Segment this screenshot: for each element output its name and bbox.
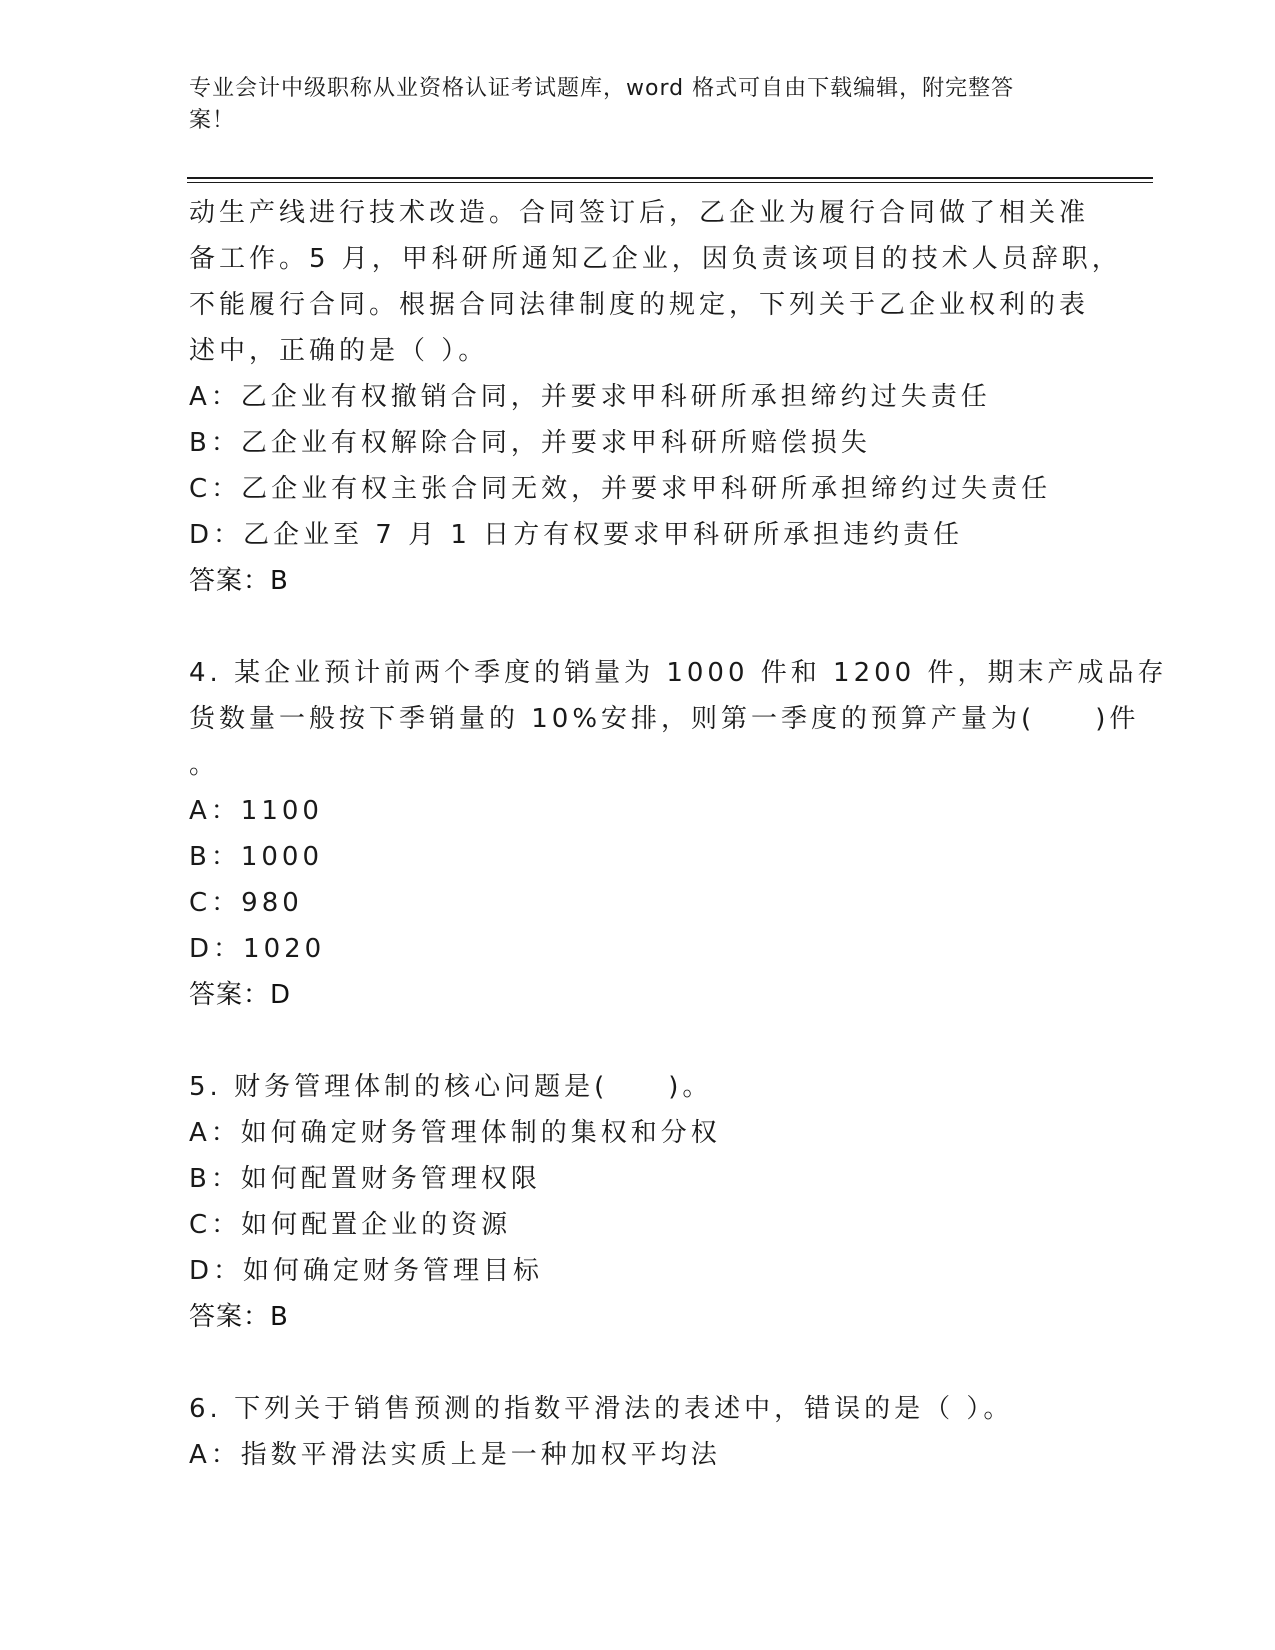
answer-line: 答案：B	[189, 1302, 289, 1332]
question-3	[189, 190, 1122, 604]
header-line-1: 专业会计中级职称从业资格认证考试题库，word 格式可自由下载编辑，附完整答	[189, 76, 1015, 101]
question-stem-line: 备工作。5 月，甲科研所通知乙企业，因负责该项目的技术人员辞职，	[189, 244, 1122, 274]
option-d: D：如何确定财务管理目标	[189, 1256, 544, 1286]
question-content	[189, 190, 1168, 1478]
answer-line: 答案：D	[189, 980, 292, 1010]
option-d: D：乙企业至 7 月 1 日方有权要求甲科研所承担违约责任	[189, 520, 964, 550]
page-header	[189, 73, 1089, 137]
question-stem-line: 不能履行合同。根据合同法律制度的规定，下列关于乙企业权利的表	[189, 290, 1090, 320]
option-c: C：980	[189, 888, 303, 918]
spacer	[189, 604, 1089, 650]
question-stem-line: 述中，正确的是（ ）。	[189, 336, 489, 366]
option-a: A：指数平滑法实质上是一种加权平均法	[189, 1440, 721, 1470]
spacer	[189, 1018, 1089, 1064]
question-stem-line: 5. 财务管理体制的核心问题是( )。	[189, 1072, 713, 1102]
question-stem-line: 。	[189, 750, 220, 780]
question-5	[189, 1064, 1089, 1340]
option-d: D：1020	[189, 934, 326, 964]
option-a: A：乙企业有权撤销合同，并要求甲科研所承担缔约过失责任	[189, 382, 991, 412]
answer-line: 答案：B	[189, 566, 289, 596]
question-4	[189, 650, 1168, 1018]
question-stem-line: 4. 某企业预计前两个季度的销量为 1000 件和 1200 件，期末产成品存	[189, 658, 1168, 688]
option-a: A：1100	[189, 796, 323, 826]
question-stem-line: 6. 下列关于销售预测的指数平滑法的表述中，错误的是（ ）。	[189, 1394, 1014, 1424]
header-rule-thin	[187, 182, 1153, 183]
option-b: B：1000	[189, 842, 324, 872]
option-c: C：如何配置企业的资源	[189, 1210, 512, 1240]
option-b: B：如何配置财务管理权限	[189, 1164, 541, 1194]
header-line-2: 案！	[189, 108, 236, 133]
question-stem-line: 货数量一般按下季销量的 10%安排，则第一季度的预算产量为( )件	[189, 704, 1140, 734]
option-a: A：如何确定财务管理体制的集权和分权	[189, 1118, 721, 1148]
option-c: C：乙企业有权主张合同无效，并要求甲科研所承担缔约过失责任	[189, 474, 1052, 504]
question-6	[189, 1386, 1089, 1478]
spacer	[189, 1340, 1089, 1386]
question-stem-line: 动生产线进行技术改造。合同签订后，乙企业为履行合同做了相关准	[189, 198, 1090, 228]
option-b: B：乙企业有权解除合同，并要求甲科研所赔偿损失	[189, 428, 871, 458]
header-rule-thick	[187, 177, 1153, 179]
